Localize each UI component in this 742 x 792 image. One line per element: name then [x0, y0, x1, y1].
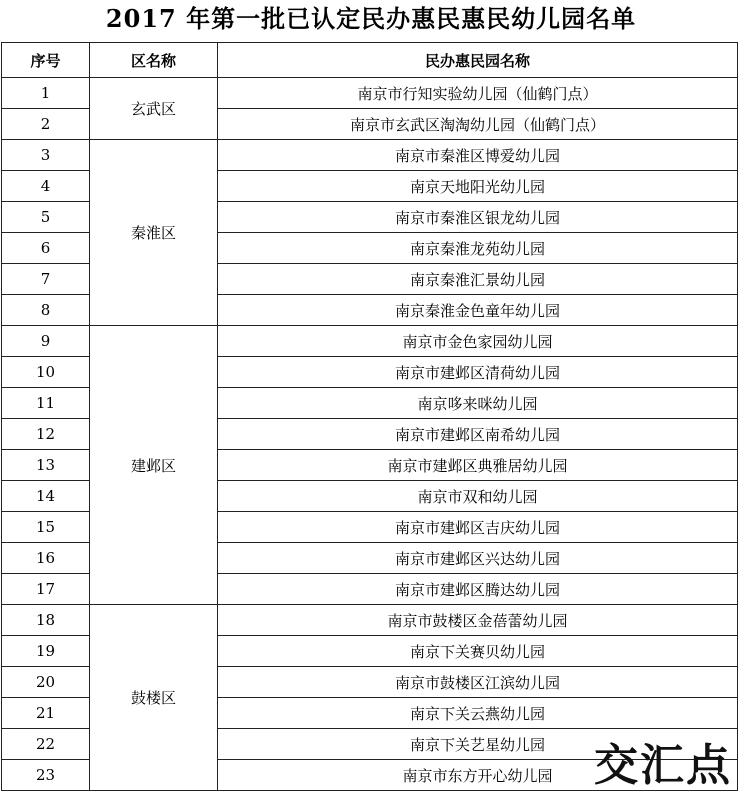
- serial-number-cell: 18: [2, 605, 90, 636]
- district-cell: 鼓楼区: [90, 605, 218, 791]
- kindergarten-name-cell: 南京秦淮龙苑幼儿园: [218, 233, 738, 264]
- district-cell: 秦淮区: [90, 140, 218, 326]
- kindergarten-name-cell: 南京市秦淮区银龙幼儿园: [218, 202, 738, 233]
- serial-number-cell: 3: [2, 140, 90, 171]
- header-serial-number: 序号: [2, 43, 90, 78]
- serial-number-cell: 4: [2, 171, 90, 202]
- header-kindergarten-name: 民办惠民园名称: [218, 43, 738, 78]
- serial-number-cell: 21: [2, 698, 90, 729]
- kindergarten-name-cell: 南京市鼓楼区金蓓蕾幼儿园: [218, 605, 738, 636]
- serial-number-cell: 12: [2, 419, 90, 450]
- serial-number-cell: 11: [2, 388, 90, 419]
- kindergarten-name-cell: 南京市建邺区南希幼儿园: [218, 419, 738, 450]
- serial-number-cell: 23: [2, 760, 90, 791]
- kindergarten-name-cell: 南京哆来咪幼儿园: [218, 388, 738, 419]
- kindergarten-table: [1, 42, 738, 791]
- table-body: [2, 78, 738, 791]
- header-row: [2, 43, 738, 78]
- table-row: [2, 326, 738, 357]
- kindergarten-name-cell: 南京市建邺区清荷幼儿园: [218, 357, 738, 388]
- serial-number-cell: 22: [2, 729, 90, 760]
- table-row: [2, 605, 738, 636]
- table-header: [2, 43, 738, 78]
- serial-number-cell: 6: [2, 233, 90, 264]
- serial-number-cell: 17: [2, 574, 90, 605]
- document-title: 2017 年第一批已认定民办惠民惠民幼儿园名单: [105, 4, 637, 33]
- serial-number-cell: 20: [2, 667, 90, 698]
- watermark-logo: 交汇点: [594, 740, 732, 791]
- header-district: 区名称: [90, 43, 218, 78]
- serial-number-cell: 13: [2, 450, 90, 481]
- kindergarten-name-cell: 南京天地阳光幼儿园: [218, 171, 738, 202]
- kindergarten-name-cell: 南京下关云燕幼儿园: [218, 698, 738, 729]
- kindergarten-name-cell: 南京市行知实验幼儿园（仙鹤门点）: [218, 78, 738, 109]
- kindergarten-name-cell: 南京市鼓楼区江滨幼儿园: [218, 667, 738, 698]
- serial-number-cell: 2: [2, 109, 90, 140]
- kindergarten-name-cell: 南京市建邺区吉庆幼儿园: [218, 512, 738, 543]
- serial-number-cell: 16: [2, 543, 90, 574]
- kindergarten-name-cell: 南京市建邺区兴达幼儿园: [218, 543, 738, 574]
- serial-number-cell: 7: [2, 264, 90, 295]
- kindergarten-name-cell: 南京市秦淮区博爱幼儿园: [218, 140, 738, 171]
- serial-number-cell: 5: [2, 202, 90, 233]
- table-row: [2, 78, 738, 109]
- table-row: [2, 140, 738, 171]
- serial-number-cell: 14: [2, 481, 90, 512]
- kindergarten-name-cell: 南京市建邺区典雅居幼儿园: [218, 450, 738, 481]
- serial-number-cell: 1: [2, 78, 90, 109]
- serial-number-cell: 9: [2, 326, 90, 357]
- serial-number-cell: 19: [2, 636, 90, 667]
- kindergarten-name-cell: 南京秦淮金色童年幼儿园: [218, 295, 738, 326]
- kindergarten-name-cell: 南京市东方开心幼儿园: [218, 760, 738, 791]
- kindergarten-name-cell: 南京秦淮汇景幼儿园: [218, 264, 738, 295]
- kindergarten-name-cell: 南京市建邺区腾达幼儿园: [218, 574, 738, 605]
- kindergarten-name-cell: 南京市双和幼儿园: [218, 481, 738, 512]
- kindergarten-name-cell: 南京下关赛贝幼儿园: [218, 636, 738, 667]
- serial-number-cell: 8: [2, 295, 90, 326]
- serial-number-cell: 15: [2, 512, 90, 543]
- serial-number-cell: 10: [2, 357, 90, 388]
- district-cell: 建邺区: [90, 326, 218, 605]
- district-cell: 玄武区: [90, 78, 218, 140]
- kindergarten-name-cell: 南京市金色家园幼儿园: [218, 326, 738, 357]
- kindergarten-name-cell: 南京市玄武区淘淘幼儿园（仙鹤门点）: [218, 109, 738, 140]
- kindergarten-name-cell: 南京下关艺星幼儿园: [218, 729, 738, 760]
